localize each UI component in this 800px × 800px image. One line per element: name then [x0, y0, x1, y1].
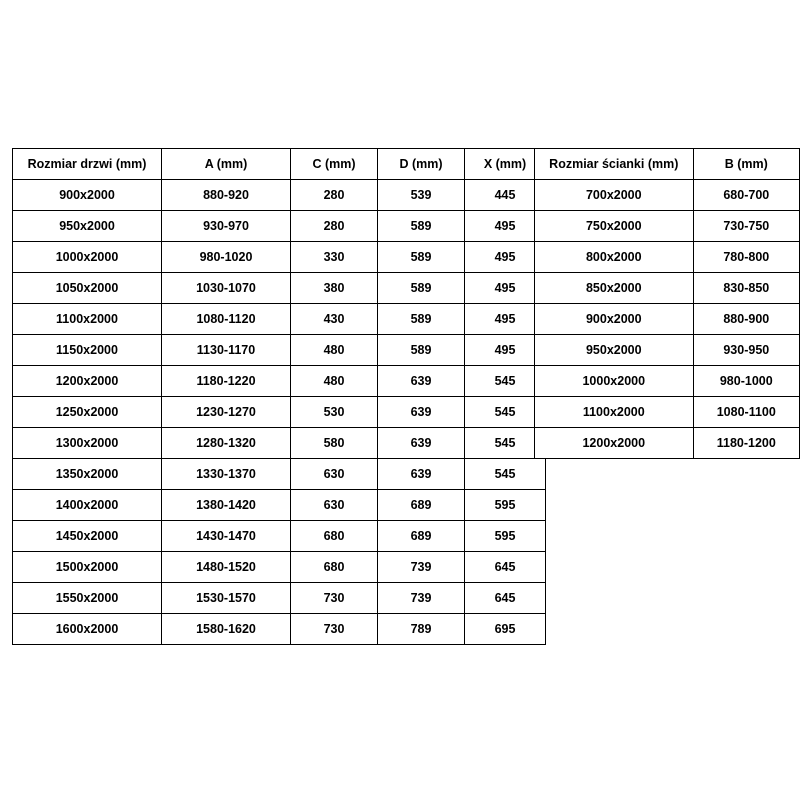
cell-door-size: 950x2000: [13, 211, 162, 242]
column-header-c: C (mm): [291, 149, 378, 180]
cell-door-size: 1250x2000: [13, 397, 162, 428]
cell-a: 1280-1320: [162, 428, 291, 459]
cell-door-size: 1050x2000: [13, 273, 162, 304]
cell-c: 480: [291, 335, 378, 366]
cell-x: 695: [465, 614, 546, 645]
cell-c: 680: [291, 521, 378, 552]
cell-c: 630: [291, 490, 378, 521]
walls-size-table: [534, 148, 800, 459]
table-row: [13, 180, 546, 211]
cell-d: 689: [378, 490, 465, 521]
cell-d: 739: [378, 552, 465, 583]
cell-door-size: 900x2000: [13, 180, 162, 211]
cell-c: 680: [291, 552, 378, 583]
table-header-row: [535, 149, 800, 180]
table-row: [535, 335, 800, 366]
doors-size-table: [12, 148, 546, 645]
cell-c: 530: [291, 397, 378, 428]
cell-d: 639: [378, 459, 465, 490]
cell-c: 730: [291, 614, 378, 645]
cell-x: 595: [465, 490, 546, 521]
column-header-door-size: Rozmiar drzwi (mm): [13, 149, 162, 180]
cell-a: 1330-1370: [162, 459, 291, 490]
cell-c: 430: [291, 304, 378, 335]
cell-c: 330: [291, 242, 378, 273]
cell-door-size: 1600x2000: [13, 614, 162, 645]
column-header-wall-size: Rozmiar ścianki (mm): [535, 149, 694, 180]
cell-d: 589: [378, 304, 465, 335]
table-header-row: [13, 149, 546, 180]
column-header-d: D (mm): [378, 149, 465, 180]
cell-a: 930-970: [162, 211, 291, 242]
table-row: [13, 490, 546, 521]
cell-d: 789: [378, 614, 465, 645]
doors-table-head: [13, 149, 546, 180]
cell-x: 645: [465, 583, 546, 614]
cell-a: 1480-1520: [162, 552, 291, 583]
cell-x: 445: [465, 180, 546, 211]
cell-x: 495: [465, 273, 546, 304]
table-row: [13, 397, 546, 428]
cell-d: 589: [378, 211, 465, 242]
cell-d: 589: [378, 273, 465, 304]
cell-c: 280: [291, 180, 378, 211]
cell-c: 580: [291, 428, 378, 459]
table-row: [13, 583, 546, 614]
table-row: [13, 335, 546, 366]
cell-d: 589: [378, 335, 465, 366]
table-row: [535, 366, 800, 397]
cell-b: 730-750: [693, 211, 799, 242]
doors-table-body: [13, 180, 546, 645]
cell-x: 545: [465, 459, 546, 490]
cell-door-size: 1150x2000: [13, 335, 162, 366]
cell-a: 1380-1420: [162, 490, 291, 521]
cell-d: 639: [378, 428, 465, 459]
table-row: [13, 242, 546, 273]
cell-d: 589: [378, 242, 465, 273]
cell-x: 495: [465, 304, 546, 335]
table-row: [535, 304, 800, 335]
cell-wall-size: 1200x2000: [535, 428, 694, 459]
cell-c: 480: [291, 366, 378, 397]
cell-d: 689: [378, 521, 465, 552]
doors-size-table-container: [12, 148, 546, 645]
table-row: [535, 211, 800, 242]
cell-door-size: 1100x2000: [13, 304, 162, 335]
cell-b: 680-700: [693, 180, 799, 211]
cell-b: 830-850: [693, 273, 799, 304]
cell-wall-size: 800x2000: [535, 242, 694, 273]
table-row: [13, 552, 546, 583]
cell-a: 880-920: [162, 180, 291, 211]
cell-door-size: 1550x2000: [13, 583, 162, 614]
cell-a: 1080-1120: [162, 304, 291, 335]
cell-door-size: 1350x2000: [13, 459, 162, 490]
table-row: [535, 428, 800, 459]
table-row: [535, 273, 800, 304]
cell-wall-size: 700x2000: [535, 180, 694, 211]
cell-a: 1580-1620: [162, 614, 291, 645]
cell-wall-size: 750x2000: [535, 211, 694, 242]
table-row: [13, 614, 546, 645]
cell-wall-size: 1100x2000: [535, 397, 694, 428]
cell-b: 880-900: [693, 304, 799, 335]
column-header-b: B (mm): [693, 149, 799, 180]
cell-b: 980-1000: [693, 366, 799, 397]
table-row: [535, 180, 800, 211]
cell-x: 545: [465, 397, 546, 428]
cell-a: 1030-1070: [162, 273, 291, 304]
cell-b: 930-950: [693, 335, 799, 366]
cell-door-size: 1200x2000: [13, 366, 162, 397]
column-header-x: X (mm): [465, 149, 546, 180]
cell-c: 280: [291, 211, 378, 242]
cell-wall-size: 1000x2000: [535, 366, 694, 397]
table-row: [13, 304, 546, 335]
cell-door-size: 1500x2000: [13, 552, 162, 583]
cell-door-size: 1000x2000: [13, 242, 162, 273]
cell-d: 539: [378, 180, 465, 211]
cell-a: 980-1020: [162, 242, 291, 273]
walls-table-body: [535, 180, 800, 459]
cell-b: 1080-1100: [693, 397, 799, 428]
cell-a: 1430-1470: [162, 521, 291, 552]
cell-b: 1180-1200: [693, 428, 799, 459]
cell-d: 739: [378, 583, 465, 614]
cell-door-size: 1400x2000: [13, 490, 162, 521]
column-header-a: A (mm): [162, 149, 291, 180]
cell-a: 1180-1220: [162, 366, 291, 397]
cell-door-size: 1300x2000: [13, 428, 162, 459]
table-row: [13, 428, 546, 459]
table-row: [13, 366, 546, 397]
cell-c: 380: [291, 273, 378, 304]
cell-b: 780-800: [693, 242, 799, 273]
cell-a: 1230-1270: [162, 397, 291, 428]
cell-x: 645: [465, 552, 546, 583]
cell-x: 495: [465, 242, 546, 273]
cell-x: 495: [465, 335, 546, 366]
cell-c: 730: [291, 583, 378, 614]
cell-d: 639: [378, 397, 465, 428]
cell-c: 630: [291, 459, 378, 490]
walls-size-table-container: [534, 148, 800, 459]
cell-a: 1530-1570: [162, 583, 291, 614]
cell-d: 639: [378, 366, 465, 397]
table-row: [13, 273, 546, 304]
cell-wall-size: 950x2000: [535, 335, 694, 366]
cell-wall-size: 850x2000: [535, 273, 694, 304]
cell-wall-size: 900x2000: [535, 304, 694, 335]
cell-door-size: 1450x2000: [13, 521, 162, 552]
table-row: [13, 211, 546, 242]
cell-x: 595: [465, 521, 546, 552]
table-row: [13, 459, 546, 490]
cell-a: 1130-1170: [162, 335, 291, 366]
table-row: [535, 242, 800, 273]
cell-x: 545: [465, 428, 546, 459]
walls-table-head: [535, 149, 800, 180]
table-row: [13, 521, 546, 552]
table-row: [535, 397, 800, 428]
cell-x: 495: [465, 211, 546, 242]
cell-x: 545: [465, 366, 546, 397]
